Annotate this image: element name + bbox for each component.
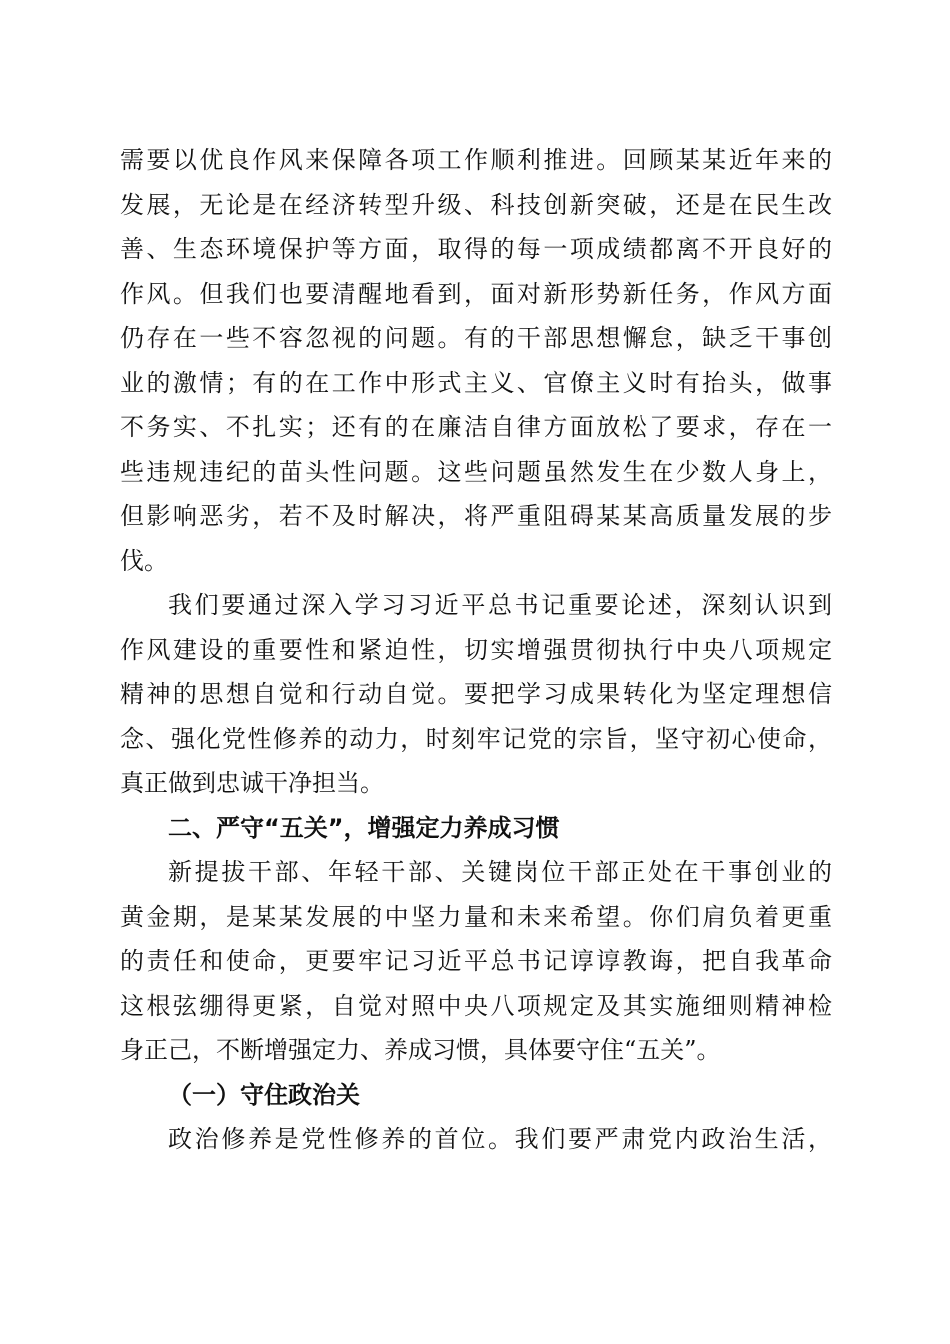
paragraph-line: 伐。	[120, 546, 168, 575]
paragraph-line: 需要以优良作风来保障各项工作顺利推进。回顾某某近年来的	[120, 146, 832, 174]
paragraph-2	[120, 583, 832, 806]
paragraph-line: 善、生态环境保护等方面，取得的每一项成绩都离不开良好的	[120, 235, 832, 263]
paragraph-line: 作风建设的重要性和紧迫性，切实增强贯彻执行中央八项规定	[120, 635, 832, 664]
paragraph-line: 不务实、不扎实；还有的在廉洁自律方面放松了要求，存在一	[120, 413, 832, 441]
paragraph-line: 但影响恶劣，若不及时解决，将严重阻碍某某高质量发展的步	[120, 502, 832, 530]
document-body	[120, 138, 832, 1162]
paragraph-3	[120, 850, 832, 1073]
paragraph-line: 黄金期，是某某发展的中坚力量和未来希望。你们肩负着更重	[120, 902, 832, 931]
paragraph-line: 发展，无论是在经济转型升级、科技创新突破，还是在民生改	[120, 190, 832, 219]
paragraph-line: 仍存在一些不容忽视的问题。有的干部思想懈怠，缺乏干事创	[120, 324, 832, 352]
paragraph-line: 身正己，不断增强定力、养成习惯，具体要守住“五关”。	[120, 1036, 721, 1064]
paragraph-4	[120, 1117, 832, 1162]
paragraph-1	[120, 138, 832, 583]
paragraph-line: 真正做到忠诚干净担当。	[120, 769, 384, 797]
paragraph-line: 些违规违纪的苗头性问题。这些问题虽然发生在少数人身上，	[120, 457, 832, 486]
paragraph-line: 我们要通过深入学习习近平总书记重要论述，深刻认识到	[168, 591, 832, 619]
paragraph-line: 精神的思想自觉和行动自觉。要把学习成果转化为坚定理想信	[120, 680, 832, 708]
paragraph-line: 作风。但我们也要清醒地看到，面对新形势新任务，作风方面	[120, 279, 832, 308]
subsection-heading: （一）守住政治关	[168, 1079, 360, 1109]
section-heading: 二、严守“五关”，增强定力养成习惯	[168, 813, 560, 842]
paragraph-line: 政治修养是党性修养的首位。我们要严肃党内政治生活，	[168, 1125, 832, 1153]
paragraph-line: 的责任和使命，更要牢记习近平总书记谆谆教诲，把自我革命	[120, 947, 832, 975]
paragraph-line: 这根弦绷得更紧，自觉对照中央八项规定及其实施细则精神检	[120, 991, 832, 1020]
paragraph-line: 业的激情；有的在工作中形式主义、官僚主义时有抬头，做事	[120, 368, 832, 397]
paragraph-line: 新提拔干部、年轻干部、关键岗位干部正处在干事创业的	[168, 858, 832, 886]
paragraph-line: 念、强化党性修养的动力，时刻牢记党的宗旨，坚守初心使命，	[120, 724, 832, 753]
